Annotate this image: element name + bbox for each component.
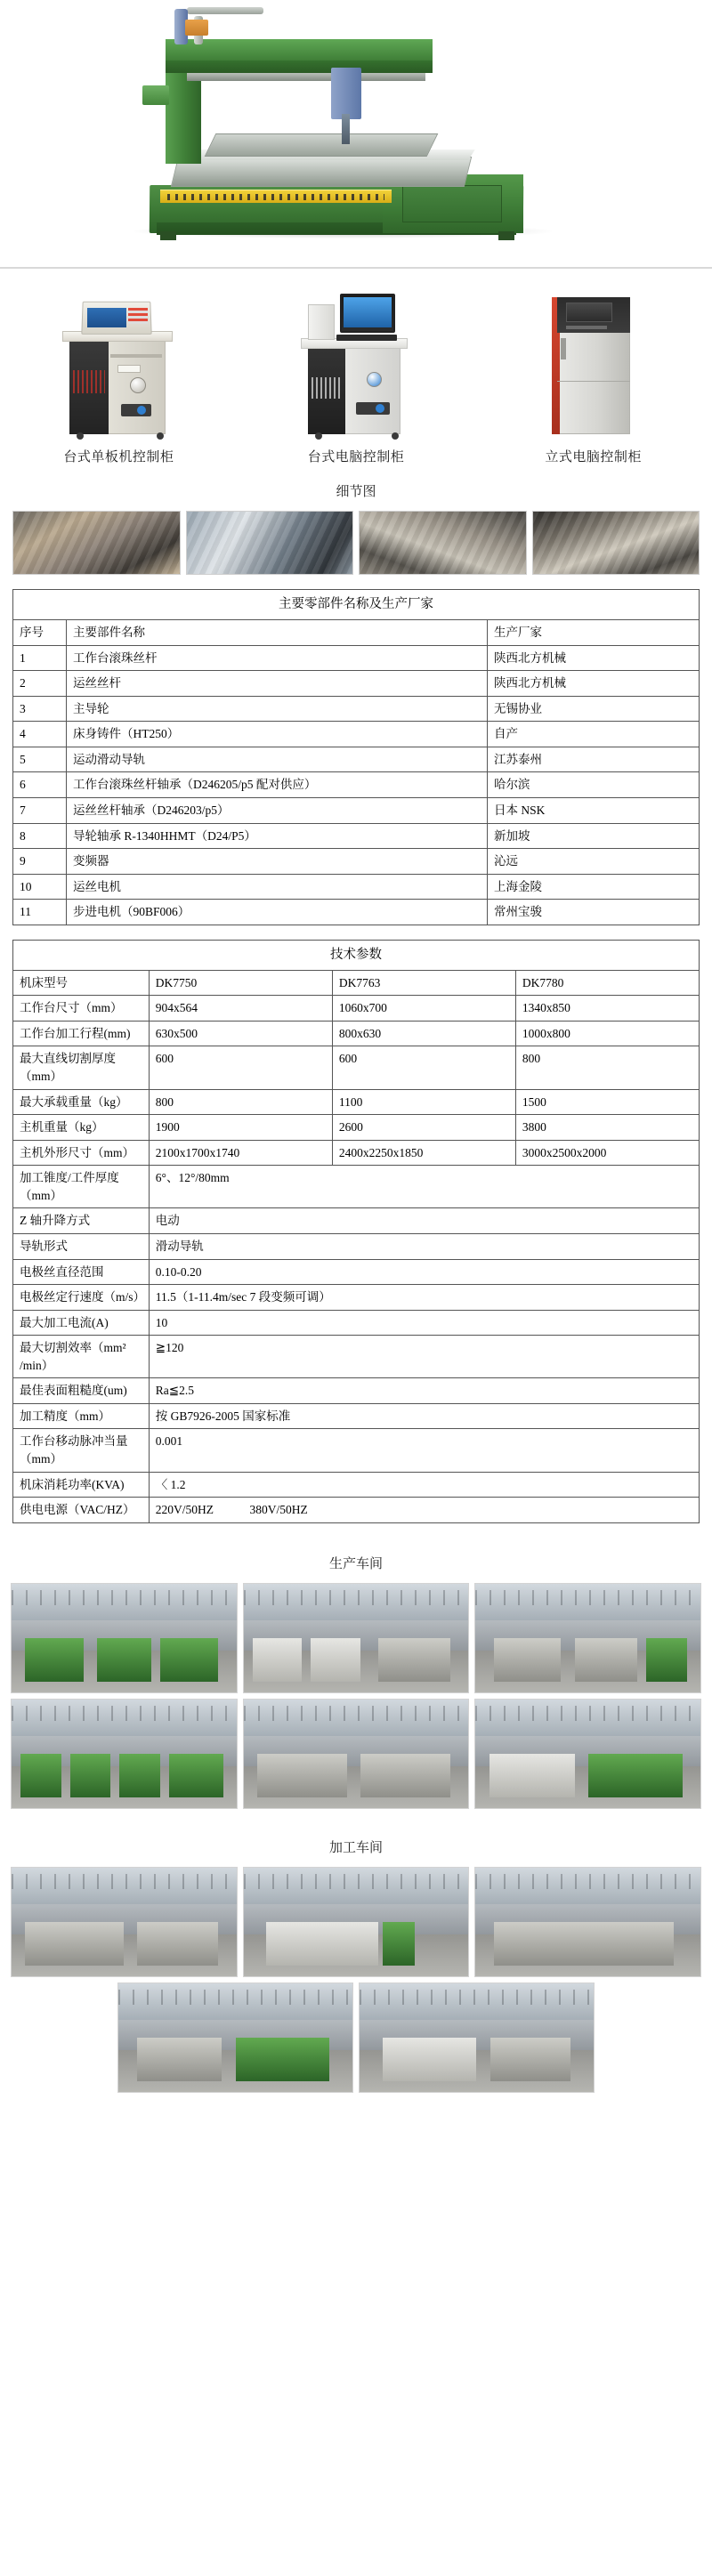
spec-row-label: 最大加工电流(A) — [13, 1310, 150, 1336]
parts-cell-maker: 哈尔滨 — [488, 772, 700, 798]
spec-row-label: 导轨形式 — [13, 1233, 150, 1259]
parts-cell-maker: 自产 — [488, 722, 700, 747]
parts-cell-name: 床身铸件（HT250） — [67, 722, 488, 747]
table-row — [13, 1403, 700, 1429]
cabinet-item-upright-computer — [482, 288, 705, 465]
spec-row-value: 0.001 — [149, 1429, 699, 1472]
machine-top-arm — [187, 7, 263, 14]
machine-foot-right — [498, 231, 514, 240]
parts-table-title: 主要零部件名称及生产厂家 — [13, 590, 700, 620]
table-row — [13, 772, 700, 798]
parts-cell-name: 导轮轴承 R-1340HHMT（D24/P5） — [67, 823, 488, 849]
spec-row-label: 最大直线切割厚度（mm） — [13, 1046, 150, 1089]
spec-row-value: Ra≦2.5 — [149, 1378, 699, 1404]
spec-table — [12, 940, 700, 1523]
machine-cutting-head — [331, 68, 361, 119]
cabinet-caption: 立式电脑控制柜 — [545, 448, 642, 464]
parts-table-title-row — [13, 590, 700, 620]
spec-row-value: 2600 — [332, 1115, 515, 1141]
parts-cell-index: 6 — [13, 772, 67, 798]
detail-photo-strip — [0, 511, 712, 575]
spec-row-label: 供电电源（VAC/HZ） — [13, 1498, 150, 1523]
machine-work-tray — [205, 133, 439, 157]
control-cabinet-row — [0, 269, 712, 465]
spec-row-value: 1100 — [332, 1089, 515, 1115]
parts-cell-maker: 日本 NSK — [488, 797, 700, 823]
parts-cell-index: 1 — [13, 645, 67, 671]
table-row — [13, 1336, 700, 1378]
spec-row-value: 1500 — [515, 1089, 699, 1115]
machine-rail — [187, 73, 425, 81]
parts-cell-name: 主导轮 — [67, 696, 488, 722]
table-row — [13, 900, 700, 925]
machining-photo — [359, 1982, 595, 2093]
spec-row-label: 最大承载重量（kg） — [13, 1089, 150, 1115]
workshop-photo — [474, 1699, 701, 1809]
machining-photo — [474, 1867, 701, 1977]
parts-cell-index: 5 — [13, 747, 67, 772]
machine-foot-left — [160, 231, 176, 240]
spec-row-value: 904x564 — [149, 996, 332, 1022]
parts-cell-maker: 常州宝骏 — [488, 900, 700, 925]
parts-header-index: 序号 — [13, 620, 67, 646]
production-section-title: 生产车间 — [328, 1554, 383, 1571]
spec-row-value: 630x500 — [149, 1021, 332, 1046]
detail-photo — [359, 511, 527, 575]
parts-cell-name: 变频器 — [67, 849, 488, 875]
machine-nozzle — [342, 114, 350, 144]
spec-row-label: 机床消耗功率(KVA) — [13, 1472, 150, 1498]
table-row — [13, 696, 700, 722]
spec-row-value: 10 — [149, 1310, 699, 1336]
parts-cell-name: 步进电机（90BF006） — [67, 900, 488, 925]
table-row — [13, 823, 700, 849]
table-row — [13, 970, 700, 996]
parts-cell-name: 运动滑动导轨 — [67, 747, 488, 772]
spec-row-label: 电极丝直径范围 — [13, 1259, 150, 1285]
table-row — [13, 1046, 700, 1089]
spec-row-label: 工作台移动脉冲当量（mm） — [13, 1429, 150, 1472]
parts-cell-maker: 无锡协业 — [488, 696, 700, 722]
parts-table-header-row — [13, 620, 700, 646]
parts-cell-name: 运丝丝杆轴承（D246203/p5） — [67, 797, 488, 823]
spec-row-value: 3800 — [515, 1115, 699, 1141]
machining-section-title: 加工车间 — [328, 1838, 383, 1855]
table-row — [13, 1233, 700, 1259]
machine-bridge-lower — [166, 61, 433, 73]
spec-row-value: 600 — [149, 1046, 332, 1089]
parts-header-maker: 生产厂家 — [488, 620, 700, 646]
parts-cell-index: 7 — [13, 797, 67, 823]
spec-row-value: 〈 1.2 — [149, 1472, 699, 1498]
table-row — [13, 722, 700, 747]
spec-row-label: 最大切割效率（mm² /min） — [13, 1336, 150, 1378]
detail-photo — [532, 511, 700, 575]
table-row — [13, 671, 700, 697]
parts-cell-index: 2 — [13, 671, 67, 697]
detail-section-title: 细节图 — [336, 483, 376, 499]
cabinet-caption: 台式电脑控制柜 — [307, 448, 405, 464]
machine-warning-band — [160, 190, 392, 203]
spec-row-value: ≧120 — [149, 1336, 699, 1378]
spec-row-label: 主机重量（kg） — [13, 1115, 150, 1141]
spec-row-label: 最佳表面粗糙度(um) — [13, 1378, 150, 1404]
cabinet-image-desk-computer — [285, 288, 427, 440]
table-row — [13, 797, 700, 823]
spec-row-value: DK7763 — [332, 970, 515, 996]
parts-cell-maker: 陕西北方机械 — [488, 645, 700, 671]
machine-tank-door — [402, 185, 502, 222]
spec-table-title-row — [13, 940, 700, 970]
parts-cell-maker: 江苏泰州 — [488, 747, 700, 772]
table-row — [13, 1310, 700, 1336]
parts-cell-index: 10 — [13, 874, 67, 900]
cabinet-caption: 台式单板机控制柜 — [63, 448, 174, 464]
table-row — [13, 1140, 700, 1166]
spec-row-value: 800 — [149, 1089, 332, 1115]
table-row — [13, 747, 700, 772]
spec-row-value: 电动 — [149, 1208, 699, 1234]
gallery-row — [11, 1982, 701, 2093]
table-row — [13, 1378, 700, 1404]
spec-row-value: 220V/50HZ 380V/50HZ — [149, 1498, 699, 1523]
machine-worktable — [171, 157, 472, 187]
machine-indicator-panel — [185, 20, 208, 36]
spec-row-value: 800 — [515, 1046, 699, 1089]
spec-row-value: 1900 — [149, 1115, 332, 1141]
spec-row-value: 1000x800 — [515, 1021, 699, 1046]
spec-row-value: 1340x850 — [515, 996, 699, 1022]
parts-cell-index: 11 — [13, 900, 67, 925]
spec-row-value: 2400x2250x1850 — [332, 1140, 515, 1166]
table-row — [13, 849, 700, 875]
spec-row-value: 滑动导轨 — [149, 1233, 699, 1259]
table-row — [13, 1021, 700, 1046]
spec-row-value: 11.5（1-11.4m/sec 7 段变频可调） — [149, 1285, 699, 1311]
workshop-photo — [11, 1699, 238, 1809]
detail-photo — [186, 511, 354, 575]
spec-row-value: 0.10-0.20 — [149, 1259, 699, 1285]
table-row — [13, 996, 700, 1022]
parts-cell-name: 运丝电机 — [67, 874, 488, 900]
spec-row-value: DK7750 — [149, 970, 332, 996]
spec-row-value: 2100x1700x1740 — [149, 1140, 332, 1166]
machining-photo — [243, 1867, 470, 1977]
production-gallery — [0, 1583, 712, 1809]
table-row — [13, 1259, 700, 1285]
workshop-photo — [11, 1583, 238, 1693]
machining-photo — [11, 1867, 238, 1977]
table-row — [13, 1472, 700, 1498]
spec-table-wrapper — [0, 940, 712, 1523]
spec-row-label: Z 轴升降方式 — [13, 1208, 150, 1234]
parts-cell-index: 8 — [13, 823, 67, 849]
workshop-photo — [243, 1583, 470, 1693]
spec-row-value: 6°、12°/80mm — [149, 1166, 699, 1208]
spec-row-value: 800x630 — [332, 1021, 515, 1046]
spec-row-label: 加工精度（mm） — [13, 1403, 150, 1429]
parts-cell-maker: 新加坡 — [488, 823, 700, 849]
spec-row-label: 机床型号 — [13, 970, 150, 996]
machine-motor — [142, 85, 169, 105]
table-row — [13, 1166, 700, 1208]
spec-row-label: 工作台尺寸（mm） — [13, 996, 150, 1022]
table-row — [13, 874, 700, 900]
table-row — [13, 645, 700, 671]
spec-row-value: 1060x700 — [332, 996, 515, 1022]
spec-row-label: 主机外形尺寸（mm） — [13, 1140, 150, 1166]
parts-cell-index: 9 — [13, 849, 67, 875]
spec-row-value: 按 GB7926-2005 国家标准 — [149, 1403, 699, 1429]
parts-table-wrapper — [0, 589, 712, 925]
parts-cell-index: 3 — [13, 696, 67, 722]
parts-cell-maker: 陕西北方机械 — [488, 671, 700, 697]
cabinet-image-desk-single-board — [52, 288, 185, 440]
table-row — [13, 1429, 700, 1472]
cabinet-item-desk-computer — [245, 288, 467, 465]
parts-cell-maker: 沁远 — [488, 849, 700, 875]
parts-cell-name: 工作台滚珠丝杆轴承（D246205/p5 配对供应） — [67, 772, 488, 798]
spec-row-label: 加工锥度/工件厚度（mm） — [13, 1166, 150, 1208]
parts-cell-index: 4 — [13, 722, 67, 747]
cabinet-item-desk-single-board — [7, 288, 230, 465]
parts-table — [12, 589, 700, 925]
hero-machine-photo — [0, 0, 712, 267]
workshop-photo — [243, 1699, 470, 1809]
gallery-row — [11, 1699, 701, 1809]
parts-cell-maker: 上海金陵 — [488, 874, 700, 900]
spec-table-title: 技术参数 — [13, 940, 700, 970]
spec-row-label: 电极丝定行速度（m/s） — [13, 1285, 150, 1311]
gallery-row — [11, 1867, 701, 1977]
parts-header-name: 主要部件名称 — [67, 620, 488, 646]
machine-illustration — [0, 0, 712, 267]
table-row — [13, 1285, 700, 1311]
parts-cell-name: 工作台滚珠丝杆 — [67, 645, 488, 671]
table-row — [13, 1208, 700, 1234]
spec-row-value: 600 — [332, 1046, 515, 1089]
workshop-photo — [474, 1583, 701, 1693]
machining-gallery — [0, 1867, 712, 2093]
table-row — [13, 1089, 700, 1115]
parts-cell-name: 运丝丝杆 — [67, 671, 488, 697]
spec-row-value: DK7780 — [515, 970, 699, 996]
spec-row-label: 工作台加工行程(mm) — [13, 1021, 150, 1046]
spec-row-value: 3000x2500x2000 — [515, 1140, 699, 1166]
gallery-row — [11, 1583, 701, 1693]
machine-bridge — [166, 39, 433, 62]
detail-photo — [12, 511, 181, 575]
table-row — [13, 1115, 700, 1141]
cabinet-image-upright-computer — [536, 288, 651, 440]
table-row — [13, 1498, 700, 1523]
machining-photo — [117, 1982, 353, 2093]
